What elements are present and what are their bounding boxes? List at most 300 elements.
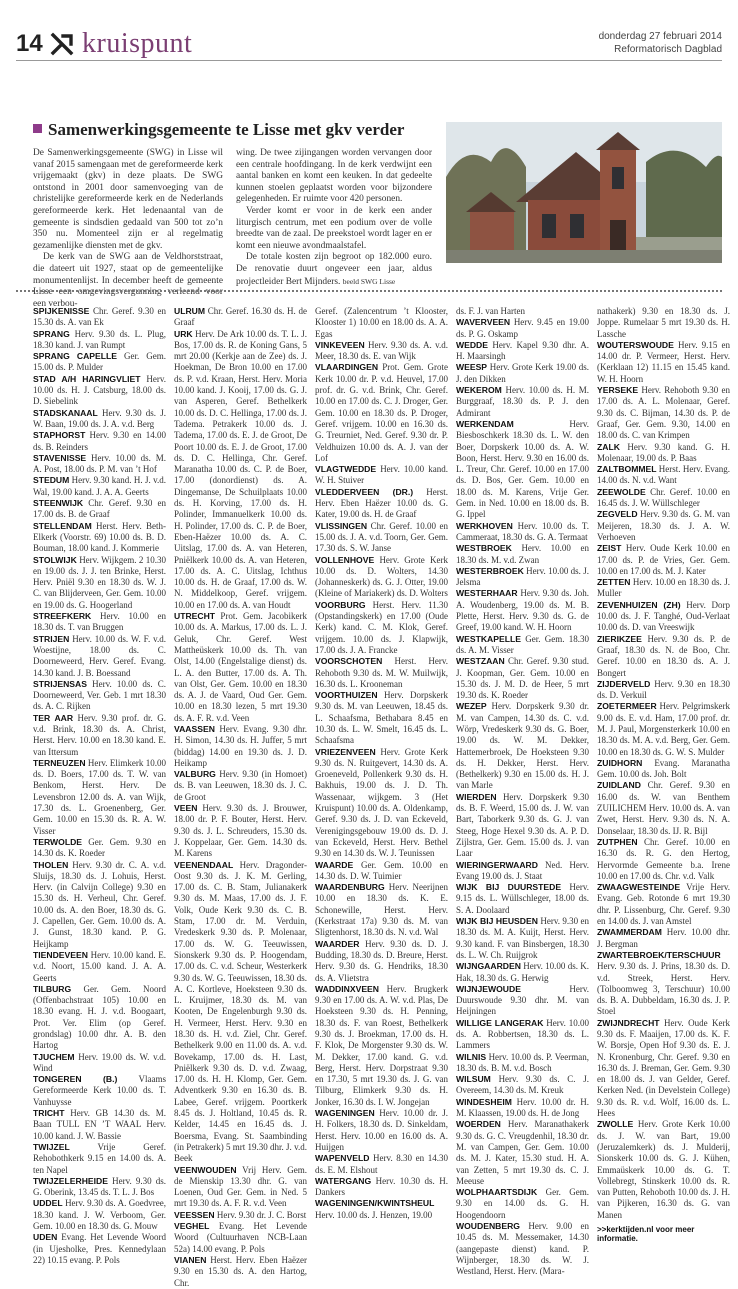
place-name: VEENENDAAL [174,859,234,870]
service-entry [33,679,166,713]
service-times: Vrij Herv. Gem. de Mienskip 13.30 dhr. G. van Loenen, Oud Ger. Gem. in Ned. 5 mrt 19.30 ds. A. F. R. v.d. Veen [174,1164,308,1209]
place-name: VEENWOUDEN [174,1164,237,1175]
service-entry [174,769,307,803]
service-entry [33,1232,166,1266]
service-entry [33,374,166,408]
service-times: Herv. 9.30 ds. A. Goedvree, 18.30 kand. J. W. Verboom, Ger. Gem. 10.00 en 18.30 ds. G. Mouw [33,1198,166,1232]
service-entry [315,1176,448,1199]
place-name: VEESSEN [174,1209,215,1220]
place-name: ZOETERMEER [597,701,657,712]
place-name: TER AAR [33,712,74,723]
service-times: Chr. Geref. 10.00 en 15.00 ds. J. A. v.d. Toorn, Ger. Gem. 17.30 ds. S. W. Janse [315,520,449,554]
service-times: Herv. Dorpskerk 9.30 ds. B. F. Weerd, 15.00 ds. J. W. van Bart, Taborkerk 9.30 ds. G. J. van Steeg, Hoge Hexel 9.30 ds. A. P. D. Zijlstra, Ger. Gem. 15.00 ds. J. van Laar [456,791,590,859]
place-name: VLISSINGEN [315,520,368,531]
place-name: ULRUM [174,306,206,316]
place-name: WESTKAPELLE [456,633,521,644]
place-name: WIJK BIJ DUURSTEDE [456,882,562,893]
place-name: STADSKANAAL [33,407,98,418]
service-entry [33,1198,166,1232]
service-times: Herv. 9.30 dr. C. A. v.d. Sluijs, 18.30 ds. J. Lohuis, Herst. Herv. (in Calvijn College) 9.30 en 15.30 ds. H. Verheul, Chr. Geref. 10.00 ds. A. den Boer, 18.30 ds. G. J. Capellen, Ger. Gem. 10.00 ds. A. J. Gunst, 18.30 kand. P. G. Heijkamp [33,859,166,949]
service-entry [597,950,730,1018]
service-entry [456,1187,589,1221]
article-paragraph: De Samenwerkingsgemeente (SWG) in Lisse wil vanaf 2015 samengaan met de gereformeerde kerk vrijgemaakt (gkv) in deze plaats. De SWG ontstond in 2001 door samenvoeging van de christelijke gereformeerde kerk en de Nederlands gereformeerde kerk. Het ledenaantal van de gemeente is sindsdien gedaald van 500 tot zo’n 350 nu. Momenteel zijn er al regelmatig gezamenlijke diensten met de gkv. [33,148,223,251]
service-entry [315,362,448,464]
place-name: VEEN [174,803,198,814]
article-paragraph: wing. De twee zijingangen worden vervangen door een centrale hoofdingang. In de kerk verdwijnt een aantal banken en komt een keuken. In dat gedeelte kunnen stoelen geplaatst worden voor bijzondere gelegenheden. Er ruimte voor 420 personen. [236,148,432,205]
headline-text: Samenwerkingsgemeente te Lisse met gkv verder [48,120,405,139]
service-entry [597,543,730,577]
service-entry [33,1142,166,1176]
place-name: STOLWIJK [33,554,77,565]
service-times: Herv. 10.00 ds. J. Jelsma [456,565,590,588]
service-times: Herv. Duurswoude 9.30 dhr. M. van Heijningen [456,983,589,1017]
service-entry [315,656,448,690]
service-entry [33,758,166,837]
article-headline [33,120,404,140]
place-name: WAARDER [315,938,360,949]
listing-column [456,306,590,1277]
service-times: Herv. 10.00 ds. H. M. Burggraaf, 18.30 ds. P. J. den Admirant [456,385,590,418]
service-times: Herv. 10.00 kand. W. H. Stuiver [315,464,448,486]
service-times: Chr. Geref. 9.30 en 15.30 ds. A. van Ek [33,306,167,328]
service-times: Herst. Herv. 11.30 (Opstandingskerk) en 17.00 (Oude Kerk) kand. C. M. Klok, Geref. vrijgem. 10.00 ds. J. Klapwijk, 17.00 ds. J. A. Francke [315,599,448,655]
place-name: VAASSEN [174,723,215,734]
service-entry [33,837,166,860]
place-name: TERWOLDE [33,836,83,847]
place-name: TIENDEVEEN [33,949,88,960]
service-entry [597,464,730,487]
service-entry [33,408,166,431]
place-name: ZALTBOMMEL [597,464,657,475]
place-name: STEDUM [33,475,70,486]
service-entry [33,521,166,555]
newspaper-name: Reformatorisch Dagblad [614,44,722,55]
service-entry [597,1119,730,1221]
service-entry [33,555,166,611]
service-entry [315,984,448,1108]
service-entry [33,860,166,950]
place-name: ZEGVELD [597,509,638,520]
service-entry [456,961,589,984]
service-entry [315,600,448,656]
service-times: Herv. 10.30 ds. H. Dankers [315,1175,448,1198]
service-times: Herv. 10.00 en 18.30 ds. T. van Bruggen [33,611,167,633]
place-name: ZWOLLE [597,1119,634,1130]
place-name: WESTBROEK [456,543,512,554]
place-name: TWIJZELERHEIDE [33,1175,108,1186]
place-name: WAARDENBURG [315,882,385,893]
place-name: TJUCHEM [33,1051,75,1062]
service-times: Herv. 9.15 en 14.00 dr. P. Vermeer, Herst. Herv. (Kerklaan 12) 11.15 en 15.45 kand. W. H. Hoorn [597,339,731,384]
service-entry [597,577,730,600]
place-name: VEGHEL [174,1221,210,1232]
service-entry [33,713,166,758]
service-entry [597,634,730,679]
service-entry [597,385,730,441]
place-name: TERNEUZEN [33,757,86,768]
service-entry [456,317,589,340]
service-entry [315,555,448,600]
service-times: Herv. Kapel 9.30 dhr. A. H. Maarsingh [456,339,589,362]
service-entry [33,453,166,476]
service-entry [456,362,589,385]
service-entry [315,1153,448,1176]
service-entry [33,430,166,453]
service-times: Herv. 10.00 dhr. J. Bergman [597,927,730,949]
service-times: Herv. 10.00 ds. H. J. Catsburg, 18.00 ds. D. Siebelink [33,373,166,407]
service-times: Herv. 9.30 ds. J. W. Baan, 19.00 ds. J. A. v.d. Berg [33,407,166,429]
place-name: VRIEZENVEEN [315,746,376,757]
service-entry [174,306,307,329]
service-times: Herv. 9.15 ds. L. Wüllschleger, 18.00 ds. S. A. Doolaard [456,882,590,915]
service-entry [315,1198,448,1221]
service-entry [33,1074,166,1108]
place-name: WIJK BIJ HEUSDEN [456,916,538,927]
service-times: Herv. 9.30 en 14.00 ds. B. Reinders [33,430,166,452]
service-times: Herv. Maranathakerk 9.30 ds. G. C. Vreugdenhil, 18.30 dr. M. van Campen, Ger. Gem. 10.00 ds. M. J. Kater, 15.30 stud. H. A. van Zetten, 5 mrt 19.30 ds. C. J. Meeuse [456,1119,589,1186]
service-entry [597,679,730,702]
service-entry [597,1018,730,1120]
service-times: Herv. 10.00 en 18.30 ds. M. v.d. Zwan [456,543,589,565]
service-times: Herv. 10.00 ds. C. Doorneweerd, Ver. Geb. 1 mrt 18.30 ds. A. C. Rijken [33,678,166,712]
service-times: Ger. Gem. 18.30 ds. A. M. Visser [456,633,589,655]
place-name: VOLLENHOVE [315,554,375,565]
service-times: Herv. Wijkgem. 2 10.30 en 19.00 ds. J. J. ten Brinke, Herst. Herv. Pniël 9.30 en 18.30 ds. W. J. C. van Blijderveen, Ger. Gem. 10.00 en 19.00 ds. G. Hoogerland [33,554,167,610]
place-name: UDDEL [33,1198,63,1209]
service-entry [174,1210,307,1221]
service-times: Herv. 9.30 ds. G. Oberink, 13.45 ds. T. L. J. Bos [33,1175,166,1198]
place-name: ZEVENHUIZEN (ZH) [597,599,681,610]
place-name: WESTERBROEK [456,565,524,576]
service-times: Herv. 9.30 ds. P. de Graaf, 18.30 ds. N. de Boo, Chr. Geref. 10.00 en 18.30 ds. A. J. Bongert [597,633,730,678]
place-name: WILNIS [456,1051,487,1062]
service-times: Herv. Oude Kerk 9.30 ds. F. Maaijen, 17.00 ds. K. F. W. Borsje, Open Hof 9.30 ds. E. J. N. Kronenburg, Chr. Geref. 9.30 en 16.30 ds. J. Breman, Ger. Gem. 9.30 en 18.00 ds. J. van Gelder, Geref. Kerken Ned. (in Develstein College) 9.30 ds. R. v.d. Wolf, 16.00 ds. L. Hees [597,1017,730,1119]
service-entry [456,543,589,566]
place-name: UTRECHT [174,611,216,622]
service-entry [597,442,730,465]
service-times: Herv. 9.30 (in Homoet) ds. B. van Leeuwen, 18.30 ds. J. C. de Groot [174,769,307,802]
service-entry [597,487,730,510]
service-times: Vrije Geref. Rehobothkerk 9.15 en 14.00 ds. A. ten Napel [33,1141,167,1175]
place-name: WEDDE [456,339,488,350]
place-name: UDEN [33,1232,58,1243]
service-times: Herv. 9.30 en 18.30 ds. M. A. Kuijt, Herst. Herv. 9.30 kand. F. van Binsbergen, 18.30 ds. L. W. Ch. Ruijgrok [456,916,590,960]
place-name: WAVERVEEN [456,317,511,328]
service-entry [174,611,307,724]
service-times: Herv. 10.00 ds. T. Cammeraat, 18.30 ds. G. A. Termaat [456,520,590,542]
service-times: Herv. 8.30 en 14.30 ds. E. M. Elshout [315,1153,449,1175]
service-times: Herv. Rehoboth 9.30 en 17.00 ds. A. L. Molenaar, Geref. 9.30 ds. C. Bijman, 14.30 ds. P. de Graaf, Ger. Gem. 9.30, 14.00 en 18.00 ds. C. van Krimpen [597,385,731,441]
service-entry [174,1221,307,1255]
service-entry [33,329,166,352]
service-entry [315,1108,448,1153]
place-name: VLEDDERVEEN (DR.) [315,486,414,497]
service-times: Herv. Elimkerk 10.00 ds. D. Boers, 17.00 ds. T. W. van Benkom, Herst. Herv. De Levensbron 12.00 ds. A. van Wijk, 17.30 ds. L. Groenenberg, Ger. Gem. 10.00 en 15.30 ds. R. A. W. Visser [33,757,166,836]
page-number: 14 [16,30,43,57]
place-name: WOERDEN [456,1119,501,1130]
service-entry [456,521,589,544]
place-name: SPRANG [33,328,70,339]
service-times: Herv. 10.00 dr. H. M. Klaassen, 19.00 ds. H. de Jong [456,1096,589,1119]
service-times: Herv. 9.45 en 19.00 ds. P. G. Oskamp [456,317,590,339]
service-entry [456,1052,589,1075]
service-times: Herv. 10.00 dr. J. H. Folkers, 18.30 ds. D. Sinkeldam, Herst. Herv. 10.00 en 16.00 ds. A. Huijgen [315,1108,448,1152]
service-times: Prot. Gem. Grote Kerk 10.00 dr. P. v.d. Heuvel, 17.00 prof. dr. G. v.d. Brink, Chr. Geref. 10.00 en 17.00 ds. C. J. Droger, Ger. Gem. 10.00 en 18.30 ds. P. Droger, Geref. vrijgem. 10.00 en 16.30 ds. G. Treurniet, Ned. Geref. 9.30 dr. P. Veldhuizen 10.00 ds. A. J. van der Lof [315,362,448,463]
service-times: Herv. 9.30 ds. G. M. van Meijeren, 18.30 ds. J. A. W. Verhoeven [597,509,731,542]
article-paragraph [236,252,432,288]
listing-column [315,306,449,1220]
listing-column-spare [597,306,731,1244]
service-times: Herv. 10.00 ds. M. A. Post, 18.00 ds. P. M. van ’t Hof [33,452,166,475]
church-photo [446,122,722,263]
service-times: Herv. Evang. 9.30 dhr. H. Simon, 14.30 ds. H. Juffer, 5 mrt (biddag) 14.00 en 19.30 ds. J. D. Heikamp [174,723,307,768]
page-header [16,28,722,62]
service-entry [456,588,589,633]
service-times: Herv. GB 14.30 ds. M. Baan TULL EN ’T WAAL Herv. 10.00 kand. J. W. Bassie [33,1108,166,1141]
service-entry [174,724,307,769]
service-times: Evang. Maranatha Gem. 10.00 ds. Joh. Bolt [597,757,730,780]
service-entry [33,1052,166,1075]
article-column-1 [33,148,223,310]
place-name: WIERDEN [456,791,497,802]
place-name: WILSUM [456,1074,491,1085]
service-times: Herv. 9.30 ds. Joh. A. Woudenberg, 19.00 ds. M. B. Plette, Herst. Herv. 9.30 ds. G. de Greef, 19.00 kand. W. H. Hoorn [456,588,589,633]
service-times: Herv. 10.00 en 18.30 ds. J. Muller [597,577,731,599]
place-name: VOORSCHOTEN [315,656,383,667]
service-times: Herv. 9.30 prof. dr. G. v.d. Brink, 18.30 ds. A. Christ, Herst. Herv. 10.00 en 18.30 kand. E. van Ittersum [33,712,166,757]
service-times: Herv. 9.30 ds. J. Prins, 18.30 ds. D. v.d. Streek, Herst. Herv. (Tolboomweg 3, Terschuur) 10.00 ds. B. A. Dubbeldam, 16.30 ds. J. P. Stoel [597,961,730,1017]
service-entry [597,600,730,634]
service-entry [456,916,589,961]
service-entry [33,1176,166,1199]
place-name: WEESP [456,362,488,373]
service-entry [456,1018,589,1052]
service-entry [456,1119,589,1187]
service-entry [456,701,589,791]
service-times: Ger. Gem. 9.30 en 14.30 ds. K. Roeder [33,836,166,859]
place-name: ZEIST [597,543,622,554]
service-entry [456,984,589,1018]
place-name: VIANEN [174,1254,207,1265]
service-times: Herv. Dorpskerk 9.30 dr. M. van Campen, 14.30 ds. C. v.d. Wörp, Vredeskerk 9.30 ds. G. Boer, 19.00 ds. W. M. Dekker, Hattemerbroek, De Hoeksteen 9.30 ds. H. Dekker, Herst. Herv. (Bethelkerk) 9.30 en 15.00 ds. H. J. van Marle [456,701,589,791]
place-name: VOORTHUIZEN [315,690,378,701]
service-entry [597,306,730,340]
service-times: Herv. Neerijnen 10.00 en 18.30 ds. K. E. Schonewille, Herst. Herv. (Kerkstraat 17a) 9.30 ds. M. van Sligtenhorst, 18.30 ds. N. v.d. Wal [315,882,448,938]
service-times: Herv. 9.30 dr. J. C. Borst [216,1209,307,1220]
service-times: Herv. Biesboschkerk 18.30 ds. L. W. den Boer, Dorpskerk 10.00 ds. A. W. Boon, Herst. Herv. 9.30 en 16.00 ds. L. Treur, Chr. Geref. 10.00 en 17.00 ds. D. Bos, Ger. Gem. 10.00 en 18.00 ds. M. Karens, Vrije Ger. Gem. in Ned. 10.00 en 18.00 ds. B. G. Ippel [456,418,589,520]
place-name: ZUIDHORN [597,757,643,768]
place-name: TWIJZEL [33,1141,70,1152]
place-name: WERKHOVEN [456,520,513,531]
service-times: Herv. Dragonder-Oost 9.30 ds. J. K. M. Gerling, 17.00 ds. C. B. Stam, Julianakerk 9.30 ds. M. Maas, 17.00 ds. J. F. Volk, Oude Kerk 9.30 ds. C. B. Stam, 17.00 dr. M. Verduin, Vredeskerk 9.30 ds. P. Molenaar, 17.00 ds. W. G. Teeuwissen, Sionskerk 9.30 ds. P. Hoogendam, 17.00 ds. C. v.d. Scheur, Westerkerk 9.30 ds. W. G. Teeuwissen, 18.30 ds. A. C. Kortleve, Hoeksteen 9.30 ds. L. Kruijmer, 18.30 ds. M. van Kooten, De Engelenburgh 9.30 ds. H. Vermeer, Herst. Herv. 9.30 en 18.30 ds. H. v.d. Ziel, Chr. Geref. Bethelkerk 9.00 en 11.00 ds. A. v.d. Bovekamp, 17.00 ds. H. Last, Pniëlkerk 9.30 ds. D. v.d. Zwaag, 17.00 ds. H. H. Klomp, Ger. Gem. Adventkerk 9.30 en 16.30 ds. B. Labee, Geref. vrijgem. Poortkerk 8.45 ds. J. Holtland, 10.45 ds. R. Kelder, 14.45 en 16.45 ds. J. Boersma, Evang. St. Saambinding (in Petrakerk) 5 mrt 19.30 dhr. J. v.d. Beek [174,859,307,1164]
service-entry [33,475,166,498]
place-name: STAVENISSE [33,452,87,463]
article-paragraph: De kerk van de SWG aan de Veldhorststraat, die dateert uit 1927, staat op de gemeentelijke monumentenlijst. In december heeft de gemeente Lisse een omgevingsvergunning verleend voor een verbou- [33,252,223,309]
service-entry [456,634,589,657]
service-times: Herv. Brugkerk 9.30 en 17.00 ds. A. W. v.d. Plas, De Hoeksteen 9.30 ds. H. Penning, 18.30 ds. F. van Roest, Bethelkerk 9.30 ds. J. Broekman, 17.00 ds. H. F. Klok, De Morgenster 9.30 ds. W. M. Dekker, 17.00 kand. G. v.d. Berg, Herst. Herv. Dorpstraat 9.30 en 17.30, 5 mrt 19.30 ds. J. G. van Tilburg, Elimkerk 9.30 ds. H. Jonker, 16.30 ds. I. W. Jongejan [315,983,448,1107]
place-name: WOUDENBERG [456,1221,520,1232]
header-meta [599,30,722,56]
service-entry [33,634,166,679]
place-name: WAGENINGEN/KWINTSHEUL [315,1198,435,1209]
service-entry [597,927,730,950]
place-name: ZETTEN [597,577,631,588]
photo-credit: beeld SWG Lisse [342,276,396,286]
service-times: Herv. 10.00 ds. P. Veerman, 18.30 ds. B. M. v.d. Bosch [456,1051,589,1073]
service-times: Chr. Geref. 10.00 en 16.45 ds. J. W. Wüllschleger [597,486,730,509]
service-entry [315,464,448,487]
service-times: Vlaams Gereformeerde Kerk 10.00 ds. T. Vanhuysse [33,1074,166,1107]
service-entry [33,611,166,634]
service-entry [174,803,307,859]
service-entry [33,498,166,521]
service-times: Herst. Herv. Rehoboth 9.30 ds. M. W. Muilwijk, 16.30 ds. L. Krooneman [315,656,449,689]
service-entry [597,509,730,543]
service-entry [456,1221,589,1277]
service-entry [456,385,589,419]
place-name: SPRANG CAPELLE [33,351,118,362]
service-entry [315,860,448,883]
service-entry [597,340,730,385]
place-name: SPIJKENISSE [33,306,90,316]
service-times: Herv. 9.30 ds. J. Brouwer, 18.00 dr. P. F. Bouter, Herst. Herv. 9.30 ds. J. L. Schreuders, 15.30 ds. J. Koppelaar, Ger. Gem. 14.30 ds. M. Karens [174,803,308,859]
place-name: ZEEWOLDE [597,486,646,497]
service-times: Herst. Herv. Eben Haëzer 9.30 en 15.30 ds. A. den Hartog, Chr. [174,1254,308,1288]
service-entry [33,351,166,374]
service-times: Herv. 9.30 ds. D. J. Budding, 18.30 ds. D. Breure, Herst. Herv. 9.30 ds. G. Hendriks, 18.30 ds. A. Vlietstra [315,938,448,983]
service-times: Herv. 10.00 ds. W. F. v.d. Woestijne, 18.00 ds. C. Doorneweerd, Herv. Geref. Evang. 14.30 kand. J. B. Boessand [33,633,166,678]
place-name: STREEFKERK [33,611,92,622]
service-entry [456,882,589,916]
section-separator [16,290,722,292]
place-name: WIJNJEWOUDE [456,983,521,994]
service-times: Herv. Grote Kerk 19.00 ds. J. den Dikken [456,362,589,384]
place-name: ZWARTEBROEK/TERSCHUUR [597,949,721,960]
service-entry [174,860,307,1165]
service-times: Herst. Herv. Eben Haëzer 10.00 ds. G. Kater, 19.00 ds. H. de Graaf [315,486,448,520]
place-name: ZIERIKZEE [597,633,642,644]
service-times: Chr. Geref. 9.30 en 17.00 ds. B. de Graaf [33,498,166,520]
service-times: Herv. 9.30 ds. L. Plug, 18.30 kand. J. van Rumpt [33,328,166,350]
service-times: Herv. 9.30 kand. G. H. Molenaar, 19.00 ds. P. Baas [597,441,730,463]
service-times: Evang. Het Levende Woord (Cultuurhaven NCB-Laan 52a) 14.00 evang. P. Pols [174,1221,308,1254]
service-entry [315,882,448,938]
place-name: WIERINGERWAARD [456,859,538,870]
service-entry [456,306,589,317]
place-name: THOLEN [33,859,69,870]
section-title: kruispunt [82,28,193,59]
service-entry [456,566,589,589]
article-paragraph: Verder komt er voor in de kerk een ander liturgisch centrum, met een podium over de volle breedte van de zaal. De preekstoel wordt lager en er komt een nieuwe avondmaalstafel. [236,205,432,251]
article-text: De totale kosten zijn begroot op 182.000 euro. De renovatie duurt ongeveer een jaar, aldus projectleider Bert Mijnders. [236,252,432,287]
place-name: WILLIGE LANGERAK [456,1017,544,1028]
place-name: ZALK [597,441,620,452]
headline-bullet-icon [33,124,42,133]
place-name: ZUTPHEN [597,836,638,847]
place-name: VOORBURG [315,599,366,610]
place-name: TILBURG [33,983,72,994]
place-name: WIJNGAARDEN [456,961,521,972]
service-entry [315,340,448,363]
service-entry [597,758,730,781]
place-name: WATERGANG [315,1175,372,1186]
service-times: Herv. Grote Kerk 10.00 ds. D. Wolters, 14.30 (Johanneskerk) ds. G. J. Otter, 19.00 (Kleine of Mariakerk) ds. D. Wolters [315,554,449,599]
place-name: WAARDE [315,859,354,870]
service-entry [33,306,166,329]
service-entry [315,690,448,746]
place-name: ZUIDLAND [597,780,641,791]
place-name: VLAGTWEDDE [315,464,377,475]
place-name: WAPENVELD [315,1153,370,1164]
listing-column [174,306,308,1288]
place-name: WOLPHAARTSDIJK [456,1187,538,1198]
service-entry [315,487,448,521]
service-times: Geref. (Zalencentrum ’t Klooster, Klooster 1) 10.00 en 18.00 ds. A. A. Egas [315,306,448,339]
place-name: STAD A/H HARINGVLIET [33,373,141,384]
service-entry [456,1074,589,1097]
place-name: TRICHT [33,1108,65,1119]
service-entry [315,306,448,340]
place-name: STRIJENSAS [33,678,87,689]
service-entry [33,950,166,984]
place-name: WAGENINGEN [315,1108,375,1119]
issue-date: donderdag 27 februari 2014 [598,31,722,42]
service-times: Herv. 9.30 kand. H. J. v.d. Wal, 19.00 kand. J. A. A. Geerts [33,475,166,497]
place-name: STRIJEN [33,633,70,644]
service-times: Ger. Gem. 10.00 en 14.30 ds. D. W. Tuimier [315,859,448,881]
service-entry [33,1108,166,1142]
service-entry [597,701,730,757]
service-entry [456,340,589,363]
service-entry [174,329,307,611]
service-entry [456,656,589,701]
service-entry [597,837,730,882]
service-times: Vrije Herv. Evang. Geb. Rotonde 6 mrt 19.30 dhr. P. Lissenburg, Chr. Geref. 9.30 en 14.00 ds. J. van Amstel [597,882,730,927]
service-times: Herv. Grote Kerk 9.30 ds. N. Ruitgevert, 14.30 ds. A. Groeneveld, Pollenkerk 9.30 ds. H. Bakhuis, 19.00 ds. J. D. Th. Wassenaar, wijkgem. 3 (Het Kruispunt) 10.00 ds. A. Oldenkamp, Geref. 9.30 ds. J. D. van Eckeveld, Verenigingsgebouw 19.00 ds. D. J. van Eckeveld, Herst. Herv. Bethel 9.30 en 14.30 ds. W. J. Teunissen [315,746,448,859]
service-times: Chr. Geref. 9.30 stud. J. Koopman, Ger. Gem. 10.00 en 15.30 ds. J. M. D. de Heer, 5 mrt 19.30 ds. K. Roeder [456,656,589,701]
article-column-2 [236,148,432,288]
service-times: Evang. Het Levende Woord (in Ujesholke, Pres. Kennedylaan 22) 10.15 evang. P. Pols [33,1232,166,1265]
service-times: Prot. Gem. Jacobikerk 10.00 ds. A. Markus, 17.00 ds. L. J. Geluk, Chr. Geref. West Mattheüskerk 10.00 ds. Th. van Olst, 14.00 (Engelstalige dienst) ds. L. A. den Butter, 17.00 ds. A. Th. van Olst, Ger. Gem. 10.00 en 18.30 ds. A. J. de Vaard, Oud Ger. Gem. 10.00 en 18.30 lezen, 5 mrt 19.30 ds. A. F. R. v.d. Veen [174,611,308,723]
cross-logo-icon [50,32,74,56]
service-times: Herv. 19.00 ds. W. v.d. Wind [33,1051,166,1073]
service-times: Herv. Pelgrimskerk 9.00 ds. E. v.d. Ham, 17.00 prof. dr. M. J. Paul, Morgensterkerk 10.00 en 18.30 ds. M. A. v.d. Berg, Ger. Gem. 10.00 en 18.30 ds. G. W. S. Mulder [597,701,730,757]
place-name: WERKENDAM [456,418,514,429]
service-times: Ger. Gem. 15.00 ds. P. Mulder [33,351,166,373]
service-times: Chr. Geref. 9.30 en 16.00 ds. W. van Benthem ZUILICHEM Herv. 10.00 ds. A. van Zwet, Herst. Herv. 9.30 ds. N. A. Donselaar, 18.30 ds. IJ. R. Bijl [597,780,731,836]
service-times: Herv. 10.00 ds. J. Henzen, 19.00 [315,1209,433,1220]
place-name: STELLENDAM [33,520,92,531]
place-name: VLAARDINGEN [315,362,379,373]
place-name: TONGEREN (B.) [33,1074,118,1085]
service-times: Herv. Dorpskerk 9.30 ds. M. van Leeuwen, 18.45 ds. L. Schaafsma, Bethabara 8.45 en 10.30 ds. L. W. Smelt, 16.45 ds. L. Schaafsma [315,690,448,746]
place-name: ZIJDERVELD [597,678,651,689]
place-name: STAPHORST [33,430,86,441]
header-rule [16,60,722,61]
service-times: Ger. Gem. 9.30 en 14.00 ds. G. H. Hoogendoorn [456,1187,589,1220]
service-times: Herv. 10.00 kand. E. v.d. Noort, 15.00 kand. J. A. A. Geerts [33,949,166,983]
service-times: nathakerk) 9.30 en 18.30 ds. J. Joppe. Rumelaar 5 mrt 19.30 ds. H. Lassche [597,306,730,339]
service-entry [456,792,589,860]
more-info-link[interactable]: >>kerktijden.nl voor meer informatie. [597,1225,695,1244]
service-times: Herv. Oude Kerk 10.00 en 17.00 ds. P. de Vries, Ger. Gem. 10.00 en 17.00 ds. M. J. Kater [597,543,731,576]
service-entry [315,939,448,984]
service-entry [33,984,166,1052]
place-name: ZWAAGWESTEINDE [597,882,681,893]
service-entry [174,1255,307,1289]
service-times: ds. F. J. van Harten [456,306,526,316]
listing-column [33,306,167,1265]
